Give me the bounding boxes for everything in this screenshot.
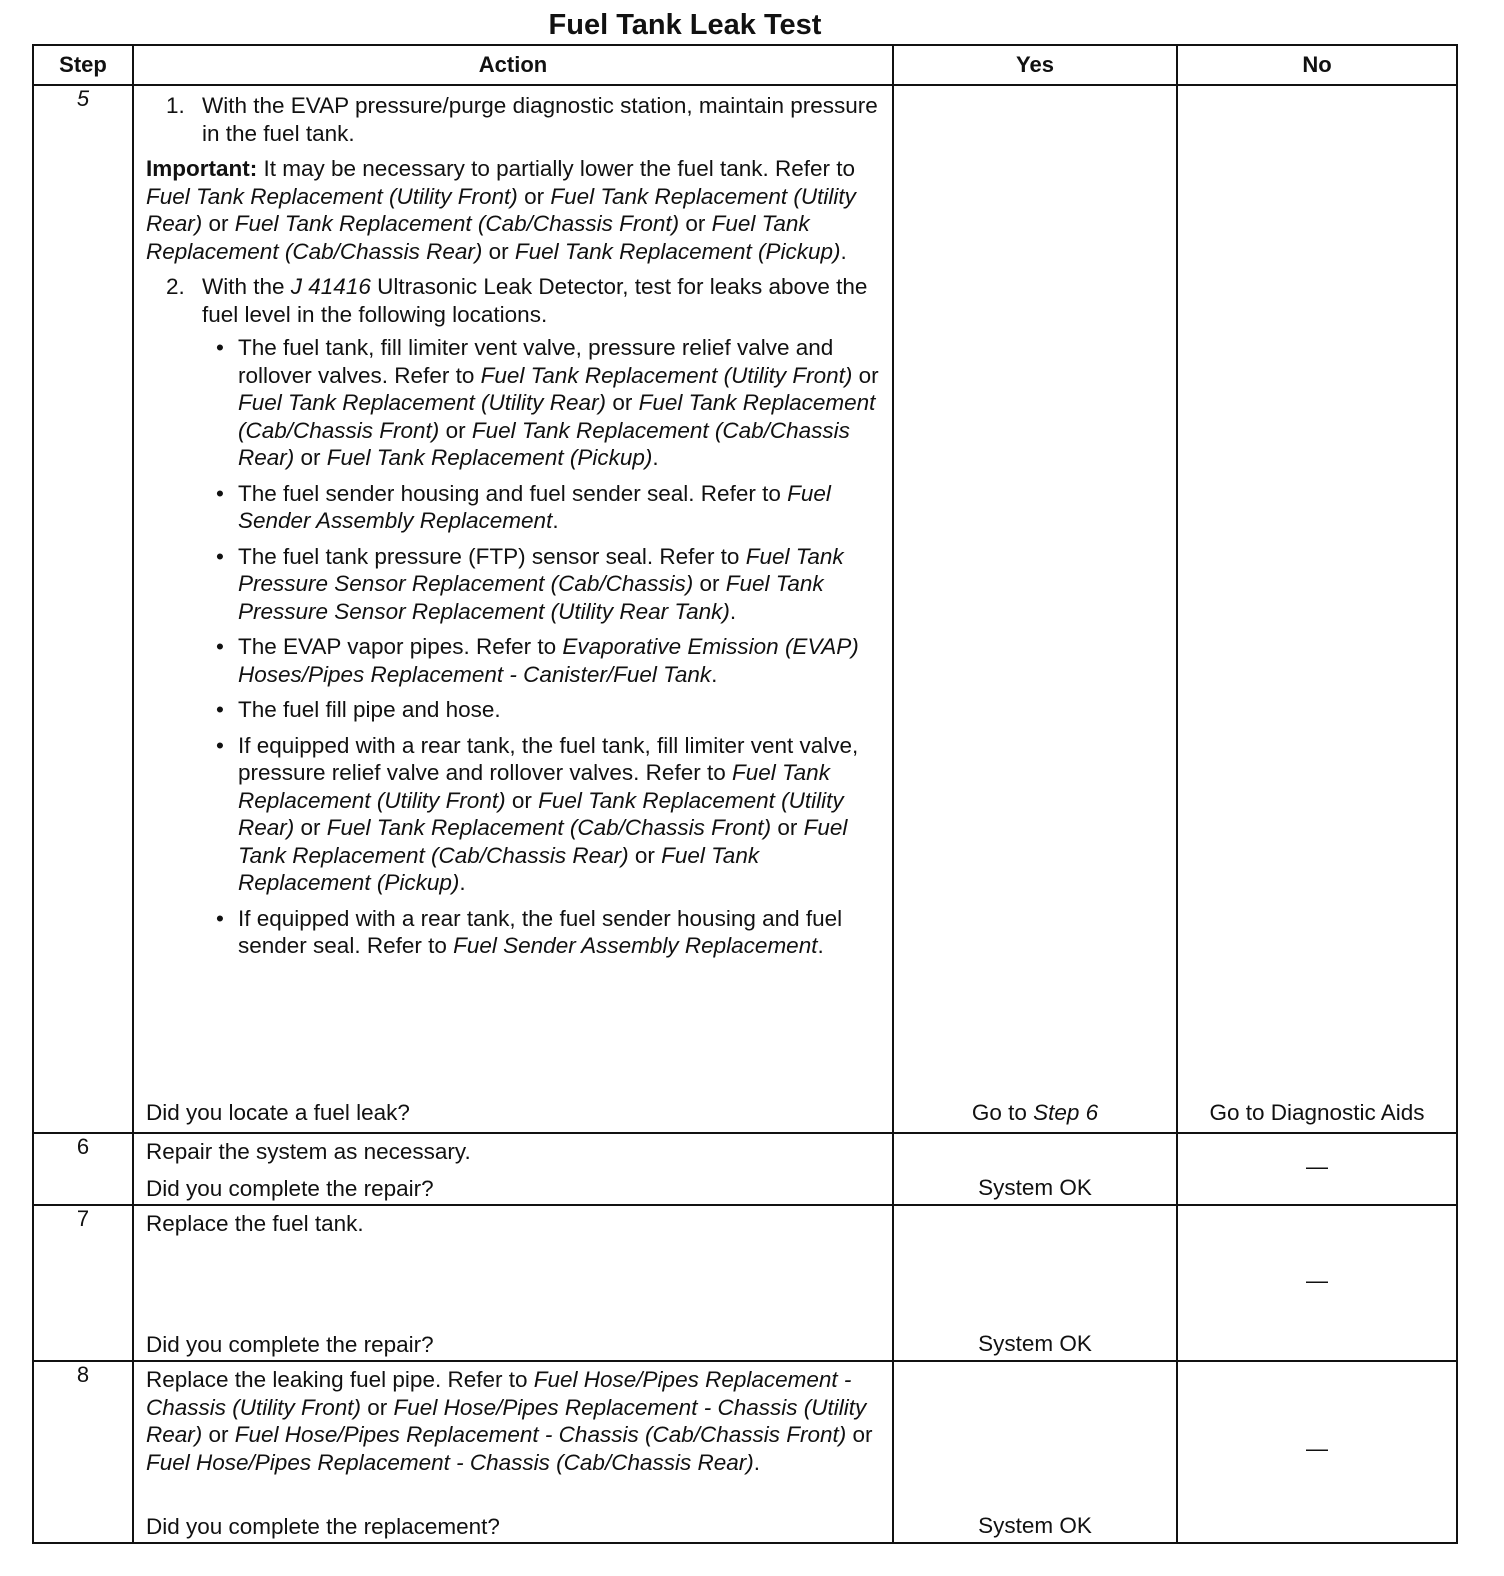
numbered-item — [166, 92, 882, 147]
list-text: The EVAP vapor pipes. Refer to — [238, 634, 563, 659]
diagnostic-table — [32, 44, 1458, 1544]
reference: Fuel Hose/Pipes Replacement - Chassis (Utility Rear) — [146, 1394, 867, 1447]
list-text: . — [552, 508, 559, 533]
step-reference: Step 6 — [1033, 1100, 1099, 1125]
list-text: or — [294, 445, 327, 470]
reference: Evaporative Emission (EVAP) Hoses/Pipes Replacement - Canister/Fuel Tank — [238, 634, 859, 687]
question: Did you complete the repair? — [146, 1175, 434, 1201]
action-text-part: or — [202, 1422, 235, 1447]
yes-cell — [893, 1133, 1177, 1205]
bullet-icon: • — [216, 905, 224, 931]
action-text-part: or — [361, 1394, 394, 1420]
list-text: or — [852, 362, 879, 388]
yes-outcome: System OK — [978, 1331, 1092, 1356]
header-row — [33, 45, 1457, 85]
list-item — [202, 480, 882, 535]
list-item — [202, 905, 882, 960]
list-text: . — [729, 598, 737, 624]
list-text: or — [771, 815, 804, 840]
no-outcome: Go to Diagnostic Aids — [1209, 1100, 1425, 1125]
bullet-icon: • — [216, 335, 224, 360]
numbered-item — [166, 273, 882, 328]
outcome-text: Go to — [971, 1100, 1034, 1125]
step-number: 6 — [33, 1133, 133, 1205]
header-action: Action — [133, 45, 893, 85]
no-outcome: — — [1306, 1154, 1328, 1179]
note-text: or — [202, 211, 235, 236]
note-text: or — [482, 238, 515, 264]
reference: Fuel Tank Replacement (Pickup) — [514, 238, 841, 264]
no-cell — [1177, 85, 1457, 1133]
action-text-part: or — [846, 1422, 873, 1447]
item-text-part: Ultrasonic Leak Detector, test for leaks above the fuel level in the following locations. — [202, 274, 868, 327]
list-text: The fuel sender housing and fuel sender seal. Refer to — [238, 480, 788, 506]
reference: Fuel Tank Replacement (Utility Rear) — [146, 183, 856, 236]
step-number: 8 — [33, 1361, 133, 1543]
list-text: or — [294, 815, 327, 840]
list-text: The fuel fill pipe and hose. — [238, 697, 501, 722]
reference: Fuel Tank Replacement (Cab/Chassis Rear) — [146, 211, 810, 264]
action-text-part: Replace the leaking fuel pipe. Refer to — [146, 1367, 534, 1392]
item-text — [202, 273, 882, 328]
reference: Fuel Tank Replacement (Cab/Chassis Front) — [234, 211, 680, 236]
item-number: 2. — [166, 274, 185, 299]
action-cell — [133, 1361, 893, 1543]
list-text: . — [817, 933, 824, 958]
list-text: or — [505, 787, 539, 813]
reference: Fuel Tank Replacement (Cab/Chassis Rear) — [238, 815, 848, 868]
bullet-icon: • — [216, 543, 224, 569]
reference: Fuel Tank Replacement (Utility Front) — [146, 183, 518, 209]
reference: Fuel Tank Replacement (Cab/Chassis Front) — [326, 815, 772, 840]
list-text: . — [459, 870, 466, 895]
header-step: Step — [33, 45, 133, 85]
reference: Fuel Sender Assembly Replacement — [238, 480, 831, 533]
list-item — [202, 696, 882, 724]
yes-cell — [893, 1205, 1177, 1361]
note-text: It may be necessary to partially lower the fuel tank. Refer to — [257, 156, 856, 181]
no-outcome: — — [1306, 1436, 1328, 1461]
reference: Fuel Tank Pressure Sensor Replacement (Utility Rear Tank) — [238, 571, 824, 624]
list-text: If equipped with a rear tank, the fuel tank, fill limiter vent valve, pressure relief valve and rollover valves. Refer to — [238, 732, 859, 785]
question: Did you locate a fuel leak? — [146, 1099, 410, 1125]
location-list — [202, 334, 882, 960]
list-item — [202, 334, 882, 472]
header-no: No — [1177, 45, 1457, 85]
list-text: or — [693, 571, 726, 596]
reference: Fuel Tank Replacement (Utility Rear) — [238, 787, 844, 840]
action-text: Replace the fuel tank. — [146, 1211, 364, 1236]
reference: Fuel Sender Assembly Replacement — [453, 933, 818, 958]
action-cell — [133, 85, 893, 1133]
bullet-icon: • — [216, 480, 224, 506]
item-text-part: With the — [202, 274, 291, 299]
step-number: 7 — [33, 1205, 133, 1361]
reference: Fuel Tank Replacement (Cab/Chassis Front) — [238, 390, 876, 443]
reference: Fuel Tank Replacement (Cab/Chassis Rear) — [238, 417, 850, 470]
reference: Fuel Hose/Pipes Replacement - Chassis (Cab/Chassis Front) — [234, 1422, 847, 1447]
action-text: Repair the system as necessary. — [146, 1139, 471, 1164]
no-cell — [1177, 1133, 1457, 1205]
item-number: 1. — [166, 93, 185, 118]
no-cell — [1177, 1361, 1457, 1543]
list-text: or — [606, 390, 639, 415]
bullet-icon: • — [216, 697, 224, 722]
table-row-step-6 — [33, 1133, 1457, 1205]
list-text: The fuel tank pressure (FTP) sensor seal. Refer to — [238, 543, 746, 569]
reference: Fuel Tank Replacement (Pickup) — [238, 842, 760, 895]
note-text: or — [517, 183, 551, 209]
list-item — [202, 633, 882, 688]
list-item — [202, 732, 882, 897]
list-text: . — [652, 445, 659, 470]
bullet-icon: • — [216, 634, 224, 659]
list-text: . — [711, 661, 718, 687]
no-cell — [1177, 1205, 1457, 1361]
action-text-part: . — [753, 1449, 760, 1475]
yes-cell — [893, 1361, 1177, 1543]
table-row-step-5 — [33, 85, 1457, 1133]
list-item — [202, 543, 882, 626]
no-outcome: — — [1306, 1268, 1328, 1293]
reference: Fuel Tank Pressure Sensor Replacement (Cab/Chassis) — [238, 543, 844, 596]
table-row-step-8 — [33, 1361, 1457, 1543]
list-text: or — [439, 417, 472, 443]
action-cell — [133, 1133, 893, 1205]
reference: Fuel Tank Replacement (Utility Front) — [238, 760, 830, 813]
list-text: The fuel tank, fill limiter vent valve, pressure relief valve and rollover valves. Refer to — [238, 335, 834, 388]
action-text — [146, 1366, 882, 1476]
reference: Fuel Tank Replacement (Utility Front) — [480, 362, 853, 388]
reference: Fuel Tank Replacement (Utility Rear) — [238, 390, 607, 415]
list-text: If equipped with a rear tank, the fuel sender housing and fuel sender seal. Refer to — [238, 905, 843, 958]
reference: Fuel Hose/Pipes Replacement - Chassis (Cab/Chassis Rear) — [146, 1449, 754, 1475]
note-text: . — [840, 238, 847, 264]
yes-cell — [893, 85, 1177, 1133]
reference: Fuel Tank Replacement (Pickup) — [326, 445, 653, 470]
yes-outcome: System OK — [978, 1175, 1092, 1200]
question: Did you complete the replacement? — [146, 1513, 500, 1539]
reference: Fuel Hose/Pipes Replacement - Chassis (Utility Front) — [146, 1367, 852, 1420]
important-note — [146, 155, 882, 265]
page-title: Fuel Tank Leak Test — [548, 9, 822, 41]
question: Did you complete the repair? — [146, 1331, 434, 1357]
important-label: Important: — [146, 156, 258, 181]
table-row-step-7 — [33, 1205, 1457, 1361]
note-text: or — [679, 211, 712, 236]
item-text: With the EVAP pressure/purge diagnostic station, maintain pressure in the fuel tank. — [202, 93, 878, 146]
step-number: 5 — [33, 85, 133, 1133]
yes-outcome: System OK — [978, 1513, 1092, 1538]
header-yes: Yes — [893, 45, 1177, 85]
tool-name: J 41416 — [290, 274, 371, 299]
action-cell — [133, 1205, 893, 1361]
yes-outcome — [894, 1099, 1176, 1126]
bullet-icon: • — [216, 732, 224, 758]
list-text: or — [628, 842, 662, 868]
